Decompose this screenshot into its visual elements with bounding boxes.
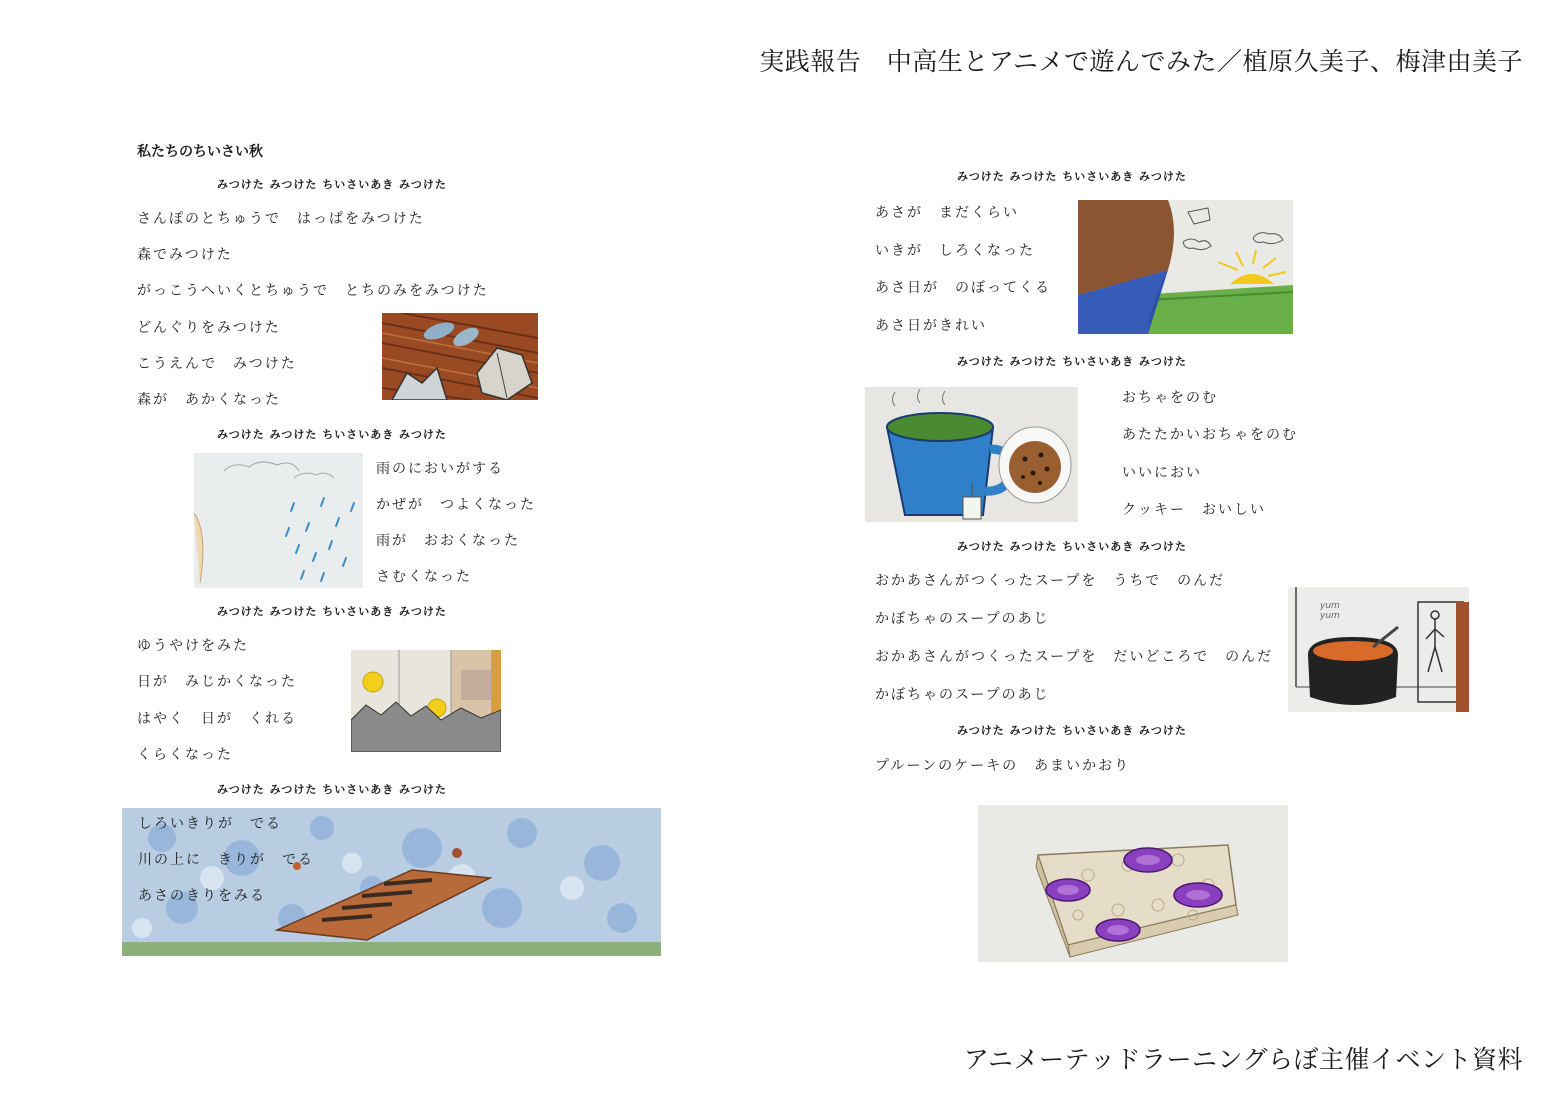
poem-line: 森が あかくなった [137,392,281,408]
refrain: みつけた みつけた ちいさいあき みつけた [217,428,447,441]
poem-line: かぜが つよくなった [376,497,536,513]
poem-line: さんぽのとちゅうで はっぱをみつけた [137,211,425,227]
poem-line: 雨が おおくなった [376,533,520,549]
page-header: 実践報告 中高生とアニメで遊んでみた／植原久美子、梅津由美子 [759,47,1523,76]
poem-line: 森でみつけた [137,247,233,263]
refrain: みつけた みつけた ちいさいあき みつけた [957,540,1187,553]
sunset-drawing [351,650,501,752]
poem-title: 私たちのちいさい秋 [137,144,263,160]
refrain: みつけた みつけた ちいさいあき みつけた [217,605,447,618]
poem-line: さむくなった [376,569,472,585]
refrain: みつけた みつけた ちいさいあき みつけた [957,170,1187,183]
poem-line: かぼちゃのスープのあじ [875,687,1050,703]
poem-line: いいにおい [1122,465,1202,481]
poem-line: あさ日がきれい [875,318,987,334]
sunrise-drawing [1078,200,1293,334]
poem-line: あさが まだくらい [875,205,1019,221]
poem-line: いきが しろくなった [875,243,1035,259]
poem-line: クッキー おいしい [1122,502,1266,518]
soup-picture-scribble: yum yum [1320,601,1340,621]
poem-line: プルーンのケーキの あまいかおり [875,758,1131,774]
poem-line: しろいきりが でる [138,816,282,832]
poem-line: あさのきりをみる [138,888,266,904]
poem-line: がっこうへいくとちゅうで とちのみをみつけた [137,283,489,299]
rain-drawing [194,453,363,588]
poem-line: あたたかいおちゃをのむ [1122,427,1298,443]
poem-line: あさ日が のぼってくる [875,280,1051,296]
leaves-drawing [382,313,538,400]
poem-line: かぼちゃのスープのあじ [875,611,1050,627]
refrain: みつけた みつけた ちいさいあき みつけた [957,724,1187,737]
refrain: みつけた みつけた ちいさいあき みつけた [217,783,447,796]
poem-line: こうえんで みつけた [137,356,297,372]
soup-pot-drawing [1288,587,1469,712]
poem-line: はやく 日が くれる [137,711,297,727]
poem-line: くらくなった [137,747,233,763]
page-footer: アニメーテッドラーニングらぼ主催イベント資料 [963,1045,1523,1074]
refrain: みつけた みつけた ちいさいあき みつけた [957,355,1187,368]
poem-line: おちゃをのむ [1122,390,1218,406]
poem-line: どんぐりをみつけた [137,320,281,336]
poem-line: 雨のにおいがする [376,461,504,477]
refrain: みつけた みつけた ちいさいあき みつけた [217,178,447,191]
tea-cookie-drawing [865,387,1078,522]
prune-cake-drawing [978,805,1288,962]
poem-line: 日が みじかくなった [137,674,297,690]
poem-line: 川の上に きりが でる [138,852,314,868]
poem-line: おかあさんがつくったスープを うちで のんだ [875,573,1226,589]
poem-line: ゆうやけをみた [137,638,249,654]
poem-line: おかあさんがつくったスープを だいどころで のんだ [875,649,1274,665]
